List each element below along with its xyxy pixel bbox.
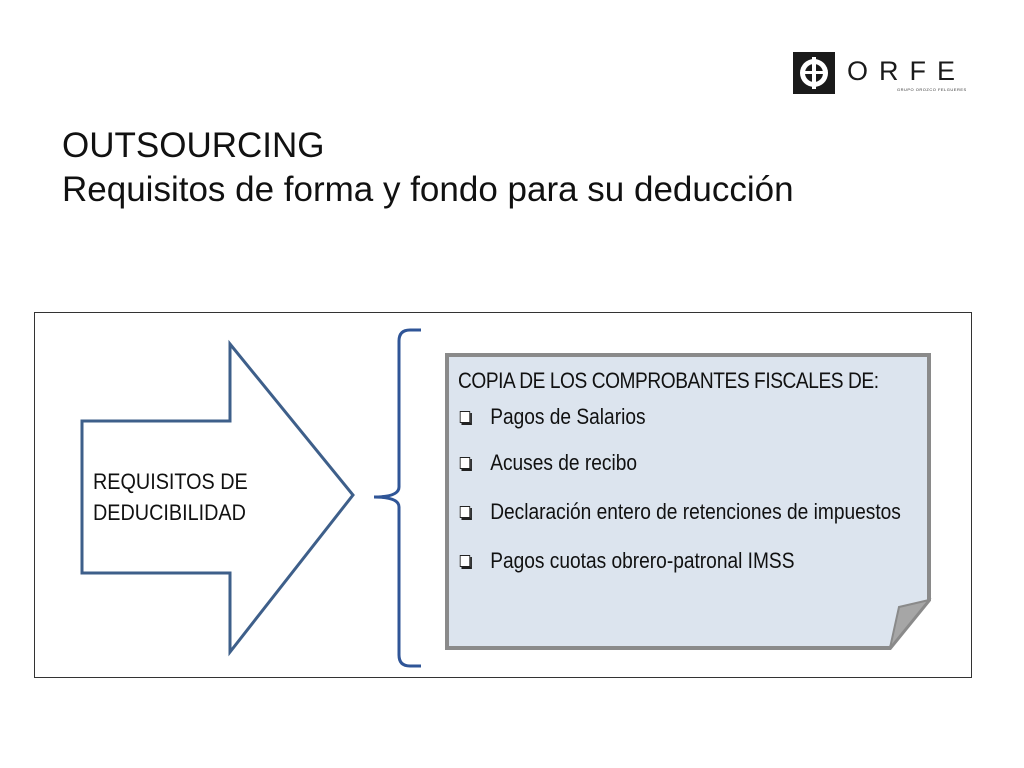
arrow-label-line-2: DEDUCIBILIDAD [93, 500, 246, 525]
logo-wordmark: ORFE [847, 56, 967, 86]
checkbox-bullet-icon [460, 506, 470, 518]
list-item [458, 402, 867, 432]
title-line-2: Requisitos de forma y fondo para su deducción [62, 170, 794, 209]
list-item-label: Acuses de recibo [490, 450, 638, 475]
note-heading: COPIA DE LOS COMPROBANTES FISCALES DE: [458, 368, 879, 393]
requirements-list [458, 402, 901, 576]
logo-tagline: GRUPO OROZCO FELGUERES [897, 87, 967, 92]
checkbox-bullet-icon [460, 555, 470, 567]
list-item [458, 497, 901, 527]
title-line-1: OUTSOURCING [62, 126, 325, 165]
note-content [458, 366, 901, 595]
left-brace [374, 330, 421, 666]
list-item [458, 448, 867, 478]
list-item [458, 546, 867, 576]
arrow-label-line-1: REQUISITOS DE [93, 469, 248, 494]
list-item-label: Pagos de Salarios [490, 404, 646, 429]
arrow-label [93, 466, 248, 528]
list-item-label: Pagos cuotas obrero-patronal IMSS [490, 548, 795, 573]
checkbox-bullet-icon [460, 411, 470, 423]
list-item-label: Declaración entero de retenciones de impuestos [490, 499, 901, 524]
checkbox-bullet-icon [460, 457, 470, 469]
